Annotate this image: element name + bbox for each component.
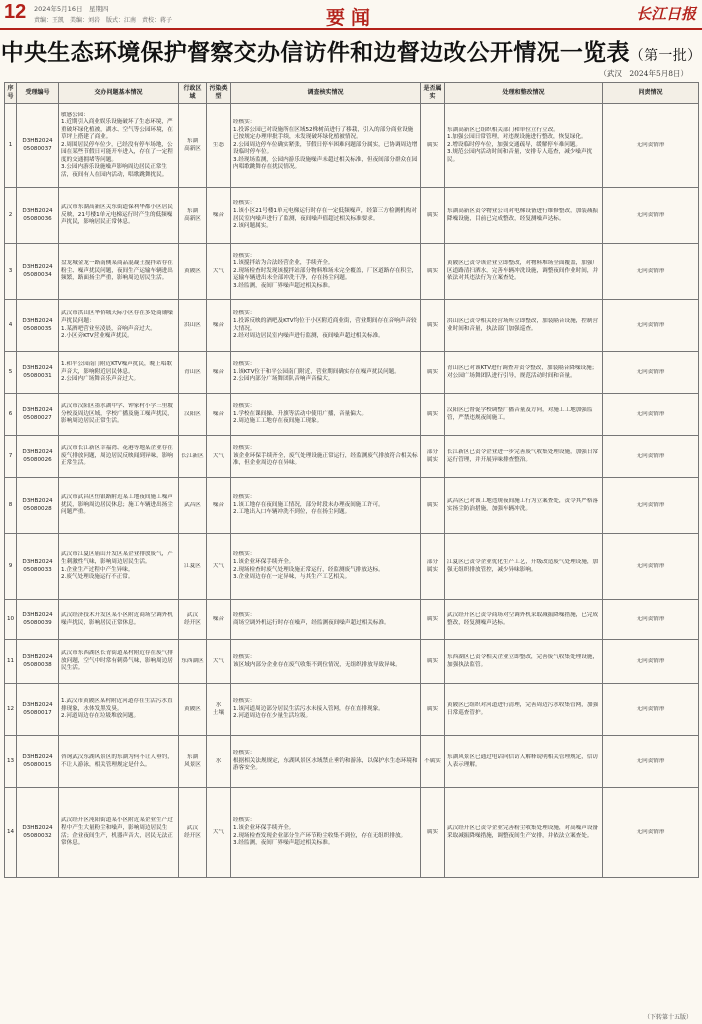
cell-type	[207, 300, 231, 352]
cell-text: 经核实： 该区域内部分企业存在废气收集不到位情况，无组织排放导致异味。	[233, 653, 401, 668]
cell-no	[5, 788, 17, 878]
cell-text: 噪音	[212, 615, 225, 622]
cell-text: D3HB2024 05080036	[22, 207, 53, 222]
cell-text: 武汉市江夏区庙山开发区某企业排放废气，产生刺激性气味，影响周边居民生活。 1.企业生产过程中产生异味。 2.废气处理设施运行不正常。	[61, 551, 173, 581]
cell-text: 大气	[212, 657, 225, 664]
cell-region	[179, 352, 207, 394]
cell-text: D3HB2024 05080039	[22, 611, 53, 626]
cell-text: 无问责情形	[636, 141, 665, 148]
cell-type	[207, 478, 231, 534]
cell-no	[5, 736, 17, 788]
cell-true	[421, 640, 445, 684]
cell-check	[231, 640, 421, 684]
cell-text: 噪音	[212, 501, 225, 508]
cell-text: 武汉市汉阳区墨水湖中学、钟家村小学三里坡分校及周边区域，学校广播及施工噪声扰民，影响周边居民正常生活。	[61, 403, 173, 425]
cell-text: D3HB2024 05080038	[22, 653, 53, 668]
cell-text: 无问责情形	[636, 321, 665, 328]
cell-text: 属实	[426, 141, 439, 148]
cell-text: 东湖 高新区	[184, 137, 201, 152]
cell-text: 噪音	[212, 211, 225, 218]
cell-text: 11	[7, 657, 14, 664]
cell-check	[231, 788, 421, 878]
cell-text: 水	[215, 757, 222, 764]
cell-account	[603, 394, 699, 436]
cell-id	[17, 436, 59, 478]
cell-text: 大气	[212, 452, 225, 459]
table-row	[5, 640, 699, 684]
cell-handle	[445, 534, 603, 600]
cell-text: 经核实： 根据相关法规规定，东湖风景区水域禁止垂钓和游泳，以保护水生态环境和游客安全。	[233, 750, 418, 772]
cell-region	[179, 534, 207, 600]
cell-issue	[59, 788, 179, 878]
cell-handle	[445, 300, 603, 352]
cell-id	[17, 600, 59, 640]
cell-text: 咨询武汉东湖风景区的东湖为何不让人垂钓，不让人游泳，相关管理规定是什么。	[61, 753, 173, 768]
cell-text: 东湖高新区责令物业公司对电梯设备进行维修整改，加装减振降噪设施，目前已完成整改，经复测噪声达标。	[447, 207, 599, 222]
date-line: 2024年5月16日 星期四	[34, 5, 109, 13]
cell-text: D3HB2024 05080028	[22, 497, 53, 512]
cell-no	[5, 640, 17, 684]
cell-text: D3HB2024 05080015	[22, 753, 53, 768]
cell-region	[179, 600, 207, 640]
cell-true	[421, 534, 445, 600]
cell-check	[231, 600, 421, 640]
cell-text: 青山区已对该KTV进行调查并责令整改，加装隔音降噪设施；对公园广场舞团队进行引导，规范活动时间和音量。	[447, 364, 598, 379]
cell-text: D3HB2024 05080027	[22, 406, 53, 421]
cell-handle	[445, 736, 603, 788]
cell-text: 噪音	[212, 410, 225, 417]
cell-issue	[59, 684, 179, 736]
cell-text: 4	[8, 321, 13, 328]
table-row	[5, 104, 699, 188]
cell-text: 东湖 风景区	[184, 753, 201, 768]
cell-id	[17, 788, 59, 878]
cell-region	[179, 640, 207, 684]
cell-issue	[59, 478, 179, 534]
cell-text: 1.和平公园南门附近KTV噪声扰民，晚上唱歌声音大，影响附近居民休息。 2.公园内广场舞音乐声音过大。	[61, 361, 172, 383]
cell-text: 无问责情形	[636, 211, 665, 218]
cell-account	[603, 436, 699, 478]
cell-type	[207, 684, 231, 736]
table-body	[5, 104, 699, 878]
cell-text: 属实	[426, 267, 439, 274]
cell-issue	[59, 244, 179, 300]
header-cell: 是否属实	[421, 83, 445, 104]
cell-id	[17, 300, 59, 352]
cell-text: 黄陂区	[184, 705, 201, 712]
cell-text: 属实	[426, 368, 439, 375]
header-cell: 行政区域	[179, 83, 207, 104]
cell-no	[5, 394, 17, 436]
cell-text: 武汉市洪山区华侨城天际小区存在多处商铺噪声扰民问题： 1.某酒吧营业至凌晨，音响声音过大。 2.小区旁KTV营业噪声扰民。	[61, 310, 173, 340]
header-cell: 调查核实情况	[231, 83, 421, 104]
cell-text: 部分 属实	[426, 558, 439, 573]
cell-region	[179, 104, 207, 188]
cell-handle	[445, 244, 603, 300]
cell-issue	[59, 394, 179, 436]
cell-check	[231, 736, 421, 788]
continued-note: （下转第十五版）	[643, 1014, 692, 1021]
cell-text: 经核实： 该企业环保手续齐全，废气处理设施正常运行，经监测废气排放符合相关标准，但企业周边存在异味。	[233, 445, 418, 467]
cell-issue	[59, 104, 179, 188]
cell-text: 经核实： 1.该搅拌站为合法经营企业，手续齐全。 2.现场检查时发现该搅拌站部分物料堆场未完全覆盖，厂区道路存在积尘，运输车辆进出未全部冲洗干净，存在扬尘问题。 3.经监测，夜间厂界噪声超过相关标准。	[233, 252, 418, 289]
table-header-row	[5, 83, 699, 104]
cell-text: 无问责情形	[636, 705, 665, 712]
cell-text: 东湖高新区已组织相关部门和单位立行立改。 1.加强公园日常管理，对违规设施进行整改，恢复绿化。 2.增设临时停车位，加强交通疏导，缓解停车难问题。 3.规范公园内活动时间和音量，安排专人巡查，减少噪声扰民。	[447, 126, 593, 163]
cell-account	[603, 736, 699, 788]
cell-text: 3	[8, 267, 13, 274]
cell-account	[603, 244, 699, 300]
cell-issue	[59, 436, 179, 478]
cell-true	[421, 188, 445, 244]
cell-text: 9	[8, 562, 13, 569]
cell-issue	[59, 640, 179, 684]
table-row	[5, 736, 699, 788]
cell-id	[17, 534, 59, 600]
cell-text: 洪山区	[184, 321, 201, 328]
cell-no	[5, 188, 17, 244]
cell-text: 1.武汉市黄陂区某村附近河道存在生活污水直排现象，水体发黑发臭。 2.河道周边存在垃圾堆放问题。	[61, 698, 173, 720]
cell-account	[603, 104, 699, 188]
cell-text: 青山区	[184, 368, 201, 375]
cell-text: 无问责情形	[636, 410, 665, 417]
cell-text: 经核实： 1.该小区21号楼1单元电梯运行时存在一定低频噪声，经第三方检测机构对居民室内噪声进行了监测，夜间噪声值超过相关标准要求。 2.该问题属实。	[233, 200, 417, 230]
cell-text: D3HB2024 05080035	[22, 317, 53, 332]
cell-text: 不属实	[424, 757, 441, 764]
cell-no	[5, 300, 17, 352]
cell-region	[179, 436, 207, 478]
cell-check	[231, 394, 421, 436]
cell-text: 部分 属实	[426, 448, 439, 463]
cell-true	[421, 104, 445, 188]
table-row	[5, 352, 699, 394]
cell-text: 经核实： 1.该企业环保手续齐全。 2.现场检查时废气处理设施正常运行，经监测废气排放达标。 3.企业周边存在一定异味，与其生产工艺相关。	[233, 551, 384, 581]
cell-check	[231, 534, 421, 600]
cell-account	[603, 788, 699, 878]
cell-text: D3HB2024 05080037	[22, 137, 53, 152]
cell-handle	[445, 352, 603, 394]
header-cell: 交办问题基本情况	[59, 83, 179, 104]
cell-no	[5, 684, 17, 736]
cell-text: 13	[7, 757, 14, 764]
cell-issue	[59, 736, 179, 788]
cell-text: 盘龙城金龙一路南侧某商品混凝土搅拌站存在粉尘、噪声扰民问题，夜间生产运输车辆进出频繁，路面扬尘严重，影响周边居民生活。	[61, 260, 173, 282]
cell-text: 江夏区已责令企业优化生产工艺，升级改造废气处理设施，加强无组织排放管控，减少异味影响。	[447, 558, 599, 573]
cell-text: D3HB2024 05080033	[22, 558, 53, 573]
cell-no	[5, 436, 17, 478]
cell-text: 经核实： 1.该企业环保手续齐全。 2.现场检查发现企业部分生产环节粉尘收集不到位，存在无组织排放。 3.经监测，夜间厂界噪声超过相关标准。	[233, 817, 407, 847]
cell-text: 长江新区	[181, 452, 204, 459]
cell-issue	[59, 534, 179, 600]
cell-check	[231, 352, 421, 394]
cell-text: 东湖风景区已通过电话向信访人解释说明相关管理规定，信访人表示理解。	[447, 753, 599, 768]
table-row	[5, 436, 699, 478]
cell-region	[179, 300, 207, 352]
cell-true	[421, 352, 445, 394]
cell-text: 经核实： 1.该工地存在夜间施工情况，部分时段未办理夜间施工许可。 2.工地出入口车辆冲洗不到位，存在扬尘问题。	[233, 494, 384, 516]
page-title	[0, 34, 702, 67]
cell-text: 无问责情形	[636, 757, 665, 764]
cell-true	[421, 600, 445, 640]
cell-account	[603, 188, 699, 244]
cell-account	[603, 300, 699, 352]
header-cell: 受理编号	[17, 83, 59, 104]
cell-issue	[59, 188, 179, 244]
cell-no	[5, 600, 17, 640]
cell-no	[5, 104, 17, 188]
cell-issue	[59, 600, 179, 640]
cell-text: 汉阳区	[184, 410, 201, 417]
cell-text: 无问责情形	[636, 501, 665, 508]
cell-id	[17, 352, 59, 394]
section-name: 要闻	[325, 7, 376, 29]
cell-id	[17, 188, 59, 244]
cell-handle	[445, 436, 603, 478]
cell-text: 经核实： 1.投诉反映的酒吧及KTV均位于小区附近商业街，营业期间存在音响声音较大情况。 2.经对周边居民室内噪声进行监测，夜间噪声超过相关标准。	[233, 310, 417, 340]
cell-text: 无问责情形	[636, 615, 665, 622]
cell-true	[421, 244, 445, 300]
cell-type	[207, 436, 231, 478]
cell-type	[207, 600, 231, 640]
cell-no	[5, 478, 17, 534]
cell-text: 武汉市长江新区幸福湾、花港等地某企业存在废气排放问题，周边居民反映闻到异味，影响正常生活。	[61, 445, 173, 467]
cell-text: 6	[8, 410, 13, 417]
table-row	[5, 394, 699, 436]
cell-text: 武汉 经开区	[184, 611, 201, 626]
cell-text: 噪音	[212, 368, 225, 375]
cell-text: 武昌区已对该工地违规夜间施工行为立案查处，责令其严格落实扬尘防治措施，加强车辆冲洗。	[447, 497, 599, 512]
cell-handle	[445, 600, 603, 640]
cell-text: 2	[8, 211, 13, 218]
cell-text: 洪山区已责令相关经营场所立即整改，加装隔音设施，控制营业时间和音量，执法部门加强巡查。	[447, 317, 599, 332]
cell-type	[207, 394, 231, 436]
header-cell: 处理和整改情况	[445, 83, 603, 104]
header-cell: 污染类型	[207, 83, 231, 104]
cell-check	[231, 684, 421, 736]
cell-text: 黄陂区已责令该企业立即整改，对物料堆场全面覆盖，加强厂区道路清扫洒水，完善车辆冲洗设施，调整夜间作业时间，并依法对其违法行为立案查处。	[447, 260, 599, 282]
table-row	[5, 788, 699, 878]
cell-no	[5, 352, 17, 394]
cell-text: 8	[8, 501, 13, 508]
cell-handle	[445, 104, 603, 188]
cell-no	[5, 534, 17, 600]
cell-region	[179, 188, 207, 244]
cell-check	[231, 188, 421, 244]
cell-text: 无问责情形	[636, 452, 665, 459]
cell-id	[17, 640, 59, 684]
cell-text: 武昌区	[184, 501, 201, 508]
cell-text: 噪音	[212, 321, 225, 328]
cell-region	[179, 244, 207, 300]
cell-check	[231, 436, 421, 478]
cell-text: 1	[8, 141, 13, 148]
cell-text: 武汉市武昌区恒银路附近某工地夜间施工噪声扰民，影响周边居民休息；施工车辆进出扬尘问题严重。	[61, 494, 173, 516]
cell-true	[421, 788, 445, 878]
cell-region	[179, 788, 207, 878]
cell-issue	[59, 300, 179, 352]
table-row	[5, 188, 699, 244]
cell-account	[603, 534, 699, 600]
cell-account	[603, 684, 699, 736]
cell-text: 长江新区已责令企业进一步完善废气收集处理设施，加强日常运行管理，并开展异味排查整治。	[447, 448, 599, 463]
cell-text: 无问责情形	[636, 562, 665, 569]
cell-type	[207, 104, 231, 188]
cell-text: 武汉经开区已责令企业完善粉尘收集处理设施，对高噪声设备采取减振降噪措施，调整夜间生产安排，并依法立案查处。	[447, 824, 599, 839]
table-row	[5, 684, 699, 736]
cell-handle	[445, 640, 603, 684]
cell-issue	[59, 352, 179, 394]
cell-text: 属实	[426, 501, 439, 508]
cell-id	[17, 736, 59, 788]
cell-text: 武汉 经开区	[184, 824, 201, 839]
cell-handle	[445, 684, 603, 736]
cell-id	[17, 244, 59, 300]
cell-true	[421, 394, 445, 436]
cell-text: 属实	[426, 705, 439, 712]
cell-text: 黄陂区已组织对河道进行清理，完善周边污水收集管网，加强日常巡查管护。	[447, 701, 599, 716]
cell-text: 12	[7, 705, 14, 712]
cell-text: 武汉经开区已责令商场对空调外机采取减振降噪措施，已完成整改，经复测噪声达标。	[447, 611, 599, 626]
cell-text: D3HB2024 05080026	[22, 448, 53, 463]
cell-text: 属实	[426, 615, 439, 622]
header-cell: 问责情况	[603, 83, 699, 104]
cell-region	[179, 684, 207, 736]
cell-account	[603, 640, 699, 684]
masthead	[0, 0, 702, 30]
cell-text: 武汉经济技术开发区某小区附近商场空调外机噪声扰民，影响居民正常休息。	[61, 611, 173, 626]
cell-text: 属实	[426, 657, 439, 664]
cell-handle	[445, 788, 603, 878]
cell-true	[421, 736, 445, 788]
cell-text: 大气	[212, 562, 225, 569]
cell-region	[179, 478, 207, 534]
cell-id	[17, 104, 59, 188]
cell-text: 10	[7, 615, 14, 622]
table-row	[5, 478, 699, 534]
table-row	[5, 300, 699, 352]
cell-text: 东西湖区已责令相关企业立即整改，完善废气收集处理设施，加强执法监管。	[447, 653, 599, 668]
cell-type	[207, 188, 231, 244]
cell-account	[603, 600, 699, 640]
page-number: 12	[4, 1, 27, 23]
cell-text: 经核实： 1.学校在课间操、升旗等活动中使用广播，音量偏大。 2.周边施工工地存在夜间施工现象。	[233, 403, 367, 425]
cell-text: 5	[8, 368, 13, 375]
cell-text: 生态	[212, 141, 225, 148]
cell-id	[17, 478, 59, 534]
cell-text: 东湖 高新区	[184, 207, 201, 222]
disclosure-table	[4, 82, 699, 878]
cell-text: 武汉市东湖高新区关东街道保利华都小区居民反映，21号楼1单元电梯运行时产生的低频噪声扰民，影响居民正常休息。	[61, 204, 173, 226]
cell-id	[17, 394, 59, 436]
cell-check	[231, 300, 421, 352]
cell-check	[231, 244, 421, 300]
cell-text: 无问责情形	[636, 828, 665, 835]
cell-no	[5, 244, 17, 300]
cell-id	[17, 684, 59, 736]
cell-text: 武汉经开区沌阳街道某小区附近某企业生产过程中产生大量粉尘和噪声，影响周边居民生活；企业夜间生产，机器声音大，居民无法正常休息。	[61, 817, 173, 847]
cell-true	[421, 684, 445, 736]
cell-text: 经核实： 1.投诉公园已对设施所在区域52株树苗进行了移栽，引入的部分商业设施已按规定办理审批手续，未发现破坏绿化植被情况。 2.公园周边停车位确实紧张，节假日停车困难问题部分属实，已协调周边增设临时停车位。 3.经现场监测，公园内游乐设施噪声未超过相关标准，但夜间部分群众在园内唱歌跳舞存在扰民情况。	[233, 119, 418, 171]
cell-account	[603, 478, 699, 534]
cell-text: 武汉市东西湖区长青街道某村附近存在废气排放问题，空气中时常有刺鼻气味，影响周边居民生活。	[61, 650, 173, 672]
cell-handle	[445, 188, 603, 244]
cell-text: 7	[8, 452, 13, 459]
cell-text: 经核实： 商场空调外机运行时存在噪声，经监测夜间噪声超过相关标准。	[233, 611, 390, 626]
cell-text: 江夏区	[184, 562, 201, 569]
cell-true	[421, 436, 445, 478]
cell-text: 水 土壤	[212, 701, 225, 716]
cell-text: D3HB2024 05080017	[22, 701, 53, 716]
cell-true	[421, 300, 445, 352]
cell-text: 属实	[426, 211, 439, 218]
cell-type	[207, 244, 231, 300]
cell-text: 大气	[212, 828, 225, 835]
cell-text: D3HB2024 05080034	[22, 263, 53, 278]
cell-type	[207, 534, 231, 600]
cell-text: 无问责情形	[636, 368, 665, 375]
cell-handle	[445, 394, 603, 436]
cell-handle	[445, 478, 603, 534]
cell-check	[231, 478, 421, 534]
cell-text: 敏感公园： 1.近期引入商业娱乐设施破坏了生态环境，严重破坏绿化植被，湖水、空气等公园环境，在草坪上搭建了商业。 2.周围居民停车位少，已经没有停车场地，公园在某些节假日可能开车进入，存在了一定程度的交通拥堵等问题。 3.公园内游乐设施噪声影响周边居民正常生活，夜间有人在园内活动，唱歌跳舞扰民。	[61, 111, 173, 178]
cell-text: 大气	[212, 267, 225, 274]
cell-type	[207, 640, 231, 684]
cell-type	[207, 352, 231, 394]
cell-text: D3HB2024 05080031	[22, 364, 53, 379]
cell-text: 属实	[426, 321, 439, 328]
table-row	[5, 244, 699, 300]
cell-type	[207, 788, 231, 878]
cell-text: 无问责情形	[636, 267, 665, 274]
title-date: （武汉 2024年5月8日）	[599, 69, 688, 78]
paper-name: 长江日报	[635, 5, 696, 23]
cell-text: D3HB2024 05080032	[22, 824, 53, 839]
cell-true	[421, 478, 445, 534]
cell-region	[179, 394, 207, 436]
header-cell: 序号	[5, 83, 17, 104]
cell-account	[603, 352, 699, 394]
cell-check	[231, 104, 421, 188]
editors-line: 责编：王凯 美编：刘岩 版式：江南 责校：蒋子	[34, 17, 173, 24]
table-row	[5, 600, 699, 640]
cell-text: 无问责情形	[636, 657, 665, 664]
cell-text: 经核实： 1.该河道周边部分居民生活污水未接入管网，存在直排现象。 2.河道周边存在少量生活垃圾。	[233, 698, 384, 720]
table-row	[5, 534, 699, 600]
cell-type	[207, 736, 231, 788]
cell-region	[179, 736, 207, 788]
cell-text: 汉阳区已督促学校调整广播音量及方向，对施工工地加强监管，严禁违规夜间施工。	[447, 406, 593, 421]
cell-text: 属实	[426, 410, 439, 417]
cell-text: 14	[7, 828, 14, 835]
title-sub: （第一批）	[629, 48, 702, 64]
title-main: 中央生态环境保护督察交办信访件和边督边改公开情况一览表	[0, 40, 630, 66]
cell-text: 属实	[426, 828, 439, 835]
cell-text: 东西湖区	[181, 657, 204, 664]
cell-text: 黄陂区	[184, 267, 201, 274]
cell-text: 经核实： 1.该KTV位于和平公园南门附近，营业期间确实存在噪声扰民问题。 2.公园内部分广场舞团队音响声音偏大。	[233, 361, 400, 383]
